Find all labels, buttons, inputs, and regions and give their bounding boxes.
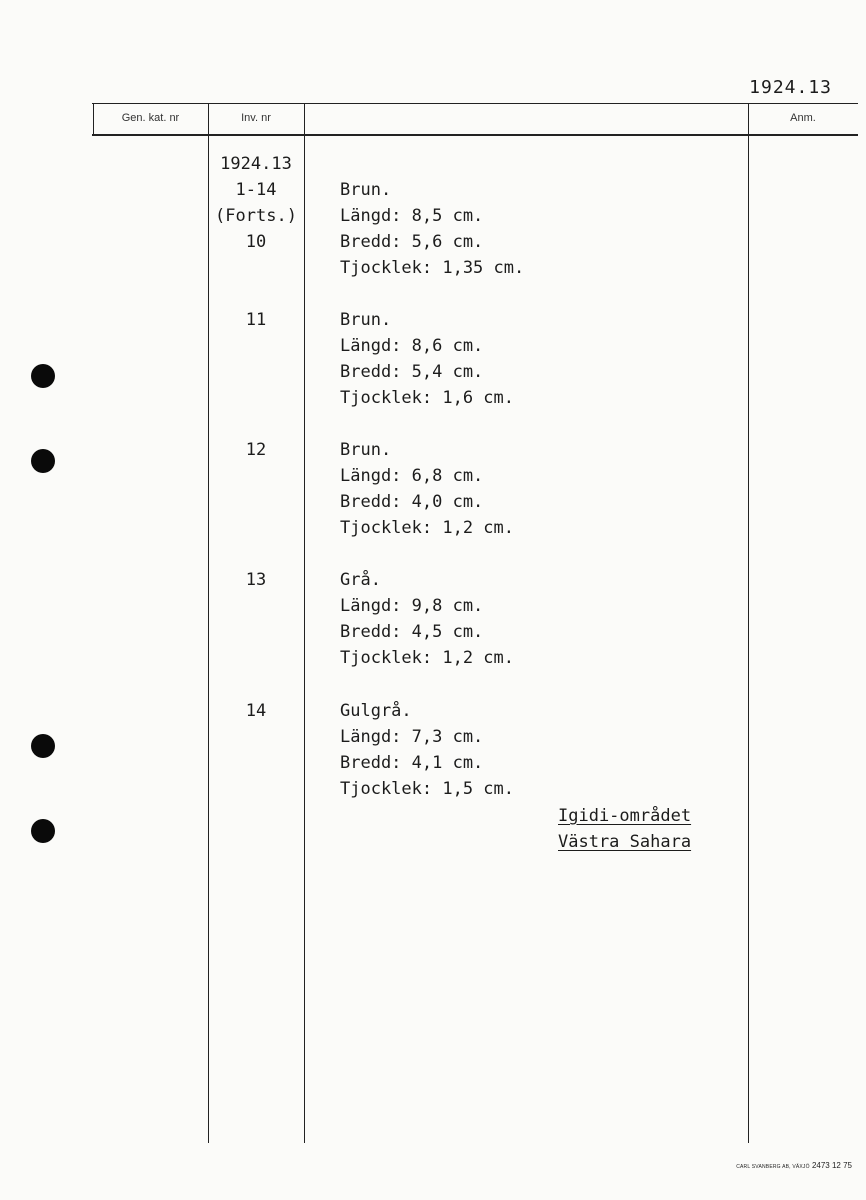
form-code: 2473 12 75: [811, 1161, 852, 1170]
entry-item-number: 14: [245, 701, 267, 721]
punch-hole: [31, 364, 55, 388]
location-area: Igidi-området: [558, 806, 692, 826]
inv-number: 1924.13: [220, 154, 292, 174]
punch-hole: [31, 449, 55, 473]
entry-color: Brun.: [340, 440, 392, 460]
punch-hole: [31, 819, 55, 843]
entry-length: Längd: 8,6 cm.: [340, 336, 484, 356]
entry-color: Grå.: [340, 570, 381, 590]
entry-color: Brun.: [340, 180, 392, 200]
entry-thickness: Tjocklek: 1,6 cm.: [340, 388, 514, 408]
document-number: 1924.13: [749, 77, 832, 98]
description-column-divider: [304, 103, 305, 1143]
entry-thickness: Tjocklek: 1,2 cm.: [340, 518, 514, 538]
inv-continued: (Forts.): [215, 206, 297, 226]
entry-item-number: 10: [245, 232, 267, 252]
inv-range: 1-14: [235, 180, 277, 200]
header-anm: Anm.: [790, 112, 816, 124]
printer-imprint: [736, 1161, 852, 1170]
entry-width: Bredd: 4,0 cm.: [340, 492, 484, 512]
table-header-rule: [92, 134, 858, 136]
entry-thickness: Tjocklek: 1,5 cm.: [340, 779, 514, 799]
entry-item-number: 13: [245, 570, 267, 590]
entry-thickness: Tjocklek: 1,35 cm.: [340, 258, 525, 278]
inv-column-divider: [208, 103, 209, 1143]
header-gen-kat-nr: Gen. kat. nr: [121, 112, 180, 124]
entry-length: Längd: 6,8 cm.: [340, 466, 484, 486]
entry-color: Brun.: [340, 310, 392, 330]
printer-name: CARL SVANBERG AB, VÄXJÖ: [736, 1164, 810, 1170]
entry-length: Längd: 9,8 cm.: [340, 596, 484, 616]
anm-column-divider: [748, 103, 749, 1143]
entry-width: Bredd: 5,6 cm.: [340, 232, 484, 252]
table-top-rule: [92, 103, 858, 104]
entry-thickness: Tjocklek: 1,2 cm.: [340, 648, 514, 668]
entry-width: Bredd: 4,5 cm.: [340, 622, 484, 642]
header-inv-nr: Inv. nr: [241, 112, 271, 124]
location-region: Västra Sahara: [558, 832, 692, 852]
punch-hole: [31, 734, 55, 758]
entry-length: Längd: 7,3 cm.: [340, 727, 484, 747]
entry-item-number: 12: [245, 440, 267, 460]
entry-length: Längd: 8,5 cm.: [340, 206, 484, 226]
entry-item-number: 11: [245, 310, 267, 330]
entry-width: Bredd: 5,4 cm.: [340, 362, 484, 382]
entry-color: Gulgrå.: [340, 701, 412, 721]
entry-width: Bredd: 4,1 cm.: [340, 753, 484, 773]
